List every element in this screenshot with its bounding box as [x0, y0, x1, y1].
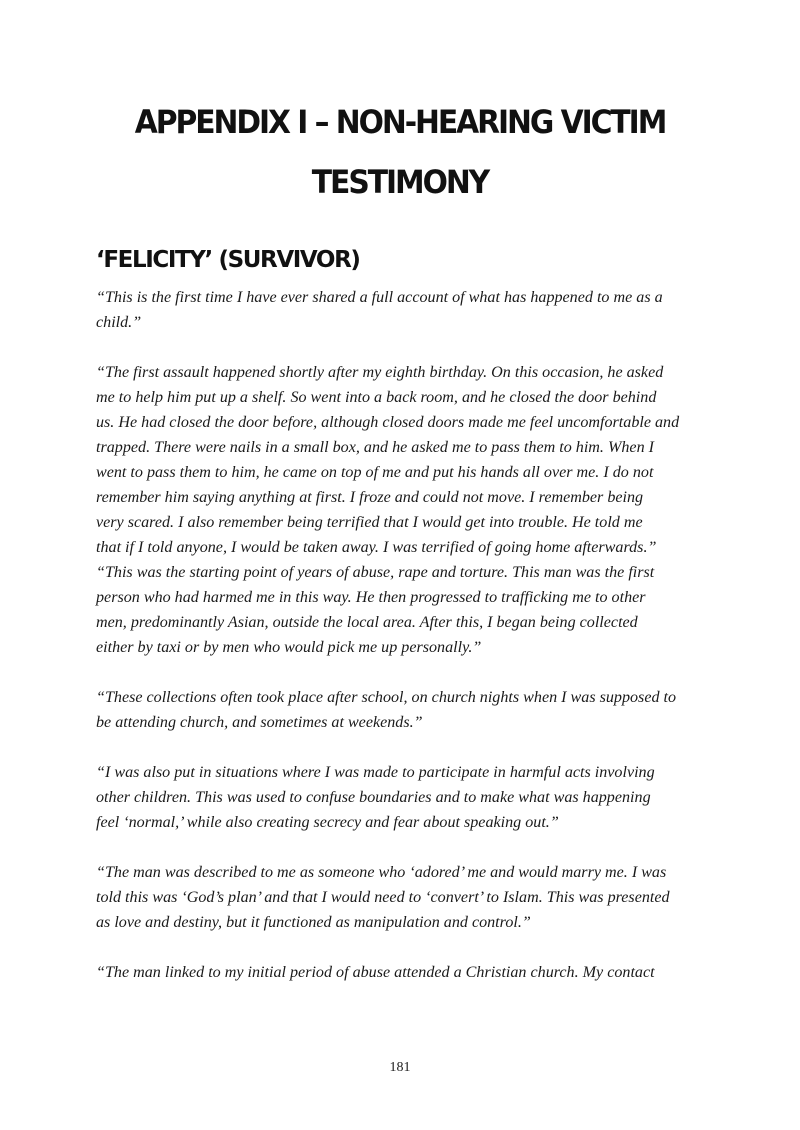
paragraph-line: “The man was described to me as someone who ‘adored’ me and would marry me. I was: [96, 864, 667, 881]
page-title: [84, 104, 716, 224]
paragraph-7: [96, 960, 708, 985]
paragraph-line: as love and destiny, but it functioned as manipulation and control.”: [96, 914, 531, 931]
paragraph-line: other children. This was used to confuse boundaries and to make what was happening: [96, 789, 651, 806]
paragraph-3: [96, 560, 708, 660]
paragraph-line: told this was ‘God’s plan’ and that I would need to ‘convert’ to Islam. This was presented: [96, 889, 670, 906]
paragraph-4: [96, 685, 708, 735]
paragraph-line: “This was the starting point of years of abuse, rape and torture. This man was the first: [96, 564, 655, 581]
paragraph-line: remember him saying anything at first. I froze and could not move. I remember being: [96, 489, 644, 506]
paragraph-line: feel ‘normal,’ while also creating secrecy and fear about speaking out.”: [96, 814, 559, 831]
paragraph-line: us. He had closed the door before, although closed doors made me feel uncomfortable and: [96, 414, 680, 431]
paragraph-6: [96, 860, 708, 935]
paragraph-line: trapped. There were nails in a small box, and he asked me to pass them to him. When I: [96, 439, 654, 456]
paragraph-2: [96, 360, 708, 560]
section-heading: ‘FELICITY’ (SURVIVOR): [96, 247, 360, 273]
paragraph-line: “These collections often took place after school, on church nights when I was supposed to: [96, 689, 677, 706]
paragraph-line: child.”: [96, 314, 142, 331]
paragraph-line: “This is the first time I have ever shared a full account of what has happened to me as a: [96, 289, 663, 306]
page-title-line-2: TESTIMONY: [311, 163, 489, 201]
testimony-body: [96, 285, 708, 985]
paragraph-line: me to help him put up a shelf. So went into a back room, and he closed the door behind: [96, 389, 657, 406]
paragraph-line: “The man linked to my initial period of abuse attended a Christian church. My contact: [96, 964, 655, 981]
paragraph-1: [96, 285, 708, 335]
paragraph-line: went to pass them to him, he came on top of me and put his hands all over me. I do not: [96, 464, 654, 481]
paragraph-5: [96, 760, 708, 835]
paragraph-line: very scared. I also remember being terrified that I would get into trouble. He told me: [96, 514, 643, 531]
paragraph-line: men, predominantly Asian, outside the local area. After this, I began being collected: [96, 614, 638, 631]
paragraph-line: be attending church, and sometimes at weekends.”: [96, 714, 423, 731]
paragraph-line: person who had harmed me in this way. He then progressed to trafficking me to other: [96, 589, 646, 606]
page-number: 181: [389, 1060, 411, 1075]
paragraph-line: either by taxi or by men who would pick me up personally.”: [96, 639, 482, 656]
paragraph-line: that if I told anyone, I would be taken away. I was terrified of going home afterwards.”: [96, 539, 657, 556]
paragraph-line: “I was also put in situations where I was made to participate in harmful acts involving: [96, 764, 655, 781]
page-title-line-1: APPENDIX I – NON-HEARING VICTIM: [134, 103, 666, 141]
paragraph-line: “The first assault happened shortly after my eighth birthday. On this occasion, he asked: [96, 364, 664, 381]
